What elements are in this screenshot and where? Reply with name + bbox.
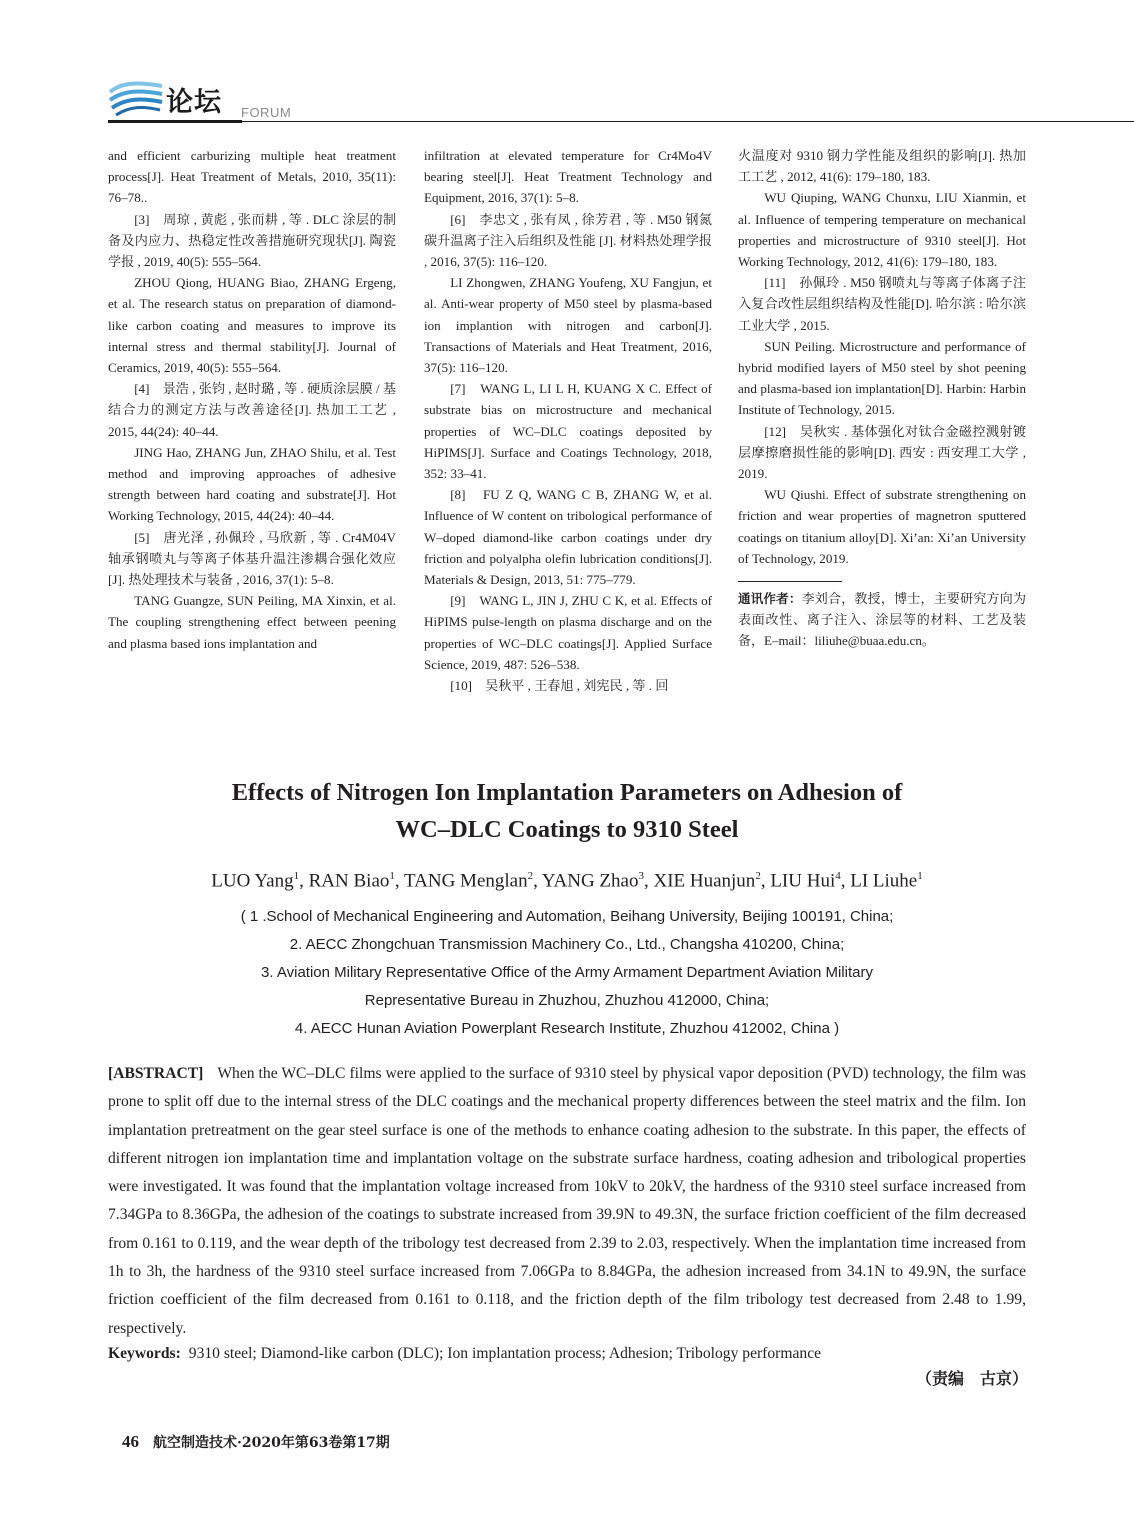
affiliation-list: [0, 903, 1134, 1043]
reference-paragraph: SUN Peiling. Microstructure and performance of hybrid modified layers of M50 steel by shot peening and plasma-based ion implantation[D]. Harbin: Harbin Institute of Technology, 2015.: [738, 338, 1026, 418]
affiliation-line: ( 1 .School of Mechanical Engineering and Automation, Beihang University, Beijing 100191, China;: [240, 908, 894, 925]
english-title: [0, 774, 1134, 848]
affiliation-line: Representative Bureau in Zhuzhou, Zhuzhou 412000, China;: [364, 992, 770, 1009]
section-logo-text: 论坛: [166, 87, 222, 118]
reference-paragraph: [11] 孙佩玲 . M50 钢喷丸与等离子体离子注入复合改性层组织结构及性能[D]. 哈尔滨 : 哈尔滨工业大学 , 2015.: [738, 275, 1026, 333]
journal-logo-icon: [108, 80, 164, 118]
reference-paragraph: [4] 景浩 , 张钧 , 赵时璐 , 等 . 硬质涂层膜 / 基结合力的测定方法与改善途径[J]. 热加工工艺 , 2015, 44(24): 40–44.: [108, 381, 396, 439]
correspondence-note: [738, 588, 1026, 652]
affiliation-line: 3. Aviation Military Representative Office of the Army Armament Department Aviation Military: [261, 964, 873, 981]
reference-column-2: [424, 145, 712, 696]
author-name: XIE Huanjun: [653, 870, 756, 892]
reference-paragraph: [9] WANG L, JIN J, ZHU C K, et al. Effects of HiPIMS pulse-length on plasma discharge and on the properties of WC–DLC coatings[J]. Applied Surface Science, 2019, 487: 526–538.: [424, 593, 712, 672]
abstract-text: When the WC–DLC films were applied to the surface of 9310 steel by physical vapor deposition (PVD) technology, the film was prone to split off due to the internal stress of the DLC coatings and the mechanical property differences between the steel matrix and the film. Ion implantation pretreatment on the gear steel surface is one of the methods to enhance coating adhesion to the substrate. In this paper, the effects of different nitrogen ion implantation time and implantation voltage on the substrate surface hardness, coating adhesion and tribological properties were investigated. It was found that the implantation voltage increased from 10kV to 20kV, the hardness of the 9310 steel surface increased from 7.34GPa to 8.36GPa, the adhesion of the coatings to substrate increased from 39.9N to 49.3N, the surface friction coefficient of the film decreased from 0.161 to 0.119, and the wear depth of the tribology test decreased from 2.39 to 2.03, respectively. When the implantation time increased from 1h to 3h, the hardness of the 9310 steel surface increased from 7.06GPa to 8.84GPa, the adhesion increased from 34.1N to 49.9N, the surface friction coefficient of the film decreased from 0.161 to 0.118, and the friction depth of the film tribology test decreased from 2.48 to 1.99, respectively.: [108, 1065, 1026, 1337]
author-name: RAN Biao: [308, 870, 390, 892]
author-affiliation-mark: 3: [638, 870, 644, 882]
editor-note: （责编 古京）: [915, 1369, 1028, 1388]
author-name: TANG Menglan: [404, 870, 528, 892]
affiliation-line: 4. AECC Hunan Aviation Powerplant Research Institute, Zhuzhou 412002, China ): [294, 1020, 840, 1037]
author-affiliation-mark: 1: [293, 870, 300, 882]
author-affiliation-mark: 1: [917, 870, 923, 882]
page-number: 46: [122, 1432, 139, 1451]
author-name: YANG Zhao: [541, 870, 639, 892]
reference-column-3: [738, 145, 1026, 652]
keywords-label: Keywords:: [108, 1345, 181, 1362]
abstract-label: [ABSTRACT]: [108, 1065, 204, 1082]
reference-paragraph: [3] 周琼 , 黄彪 , 张而耕 , 等 . DLC 涂层的制备及内应力、热稳定性改善措施研究现状[J]. 陶瓷学报 , 2019, 40(5): 555–564.: [108, 211, 396, 270]
page-footer: [122, 1432, 390, 1452]
reference-paragraph: LI Zhongwen, ZHANG Youfeng, XU Fangjun, et al. Anti-wear property of M50 steel by plasma-based ion implantion with nitrogen and carbon[J]. Transactions of Materials and Heat Treatment, 2016, 37(5): 116–120.: [424, 275, 712, 376]
header-rule-thick: [108, 120, 242, 123]
author-affiliation-mark: 1: [389, 870, 395, 882]
section-name: FORUM: [241, 105, 292, 120]
keywords: [108, 1340, 1026, 1368]
reference-paragraph: JING Hao, ZHANG Jun, ZHAO Shilu, et al. Test method and improving approaches of adhesive strength between hard coating and substrate[J]. Hot Working Technology, 2015, 44(24): 40–44.: [108, 444, 396, 524]
reference-paragraph: infiltration at elevated temperature for Cr4Mo4V bearing steel[J]. Heat Treatment Technology and Equipment, 2016, 37(1): 5–8.: [424, 148, 712, 206]
author-name: LIU Hui: [770, 870, 836, 892]
reference-paragraph: 火温度对 9310 钢力学性能及组织的影响[J]. 热加工工艺 , 2012, 41(6): 179–180, 183.: [738, 148, 1026, 185]
affiliation-line: 2. AECC Zhongchuan Transmission Machinery Co., Ltd., Changsha 410200, China;: [289, 936, 845, 953]
abstract: [108, 1060, 1026, 1343]
reference-paragraph: [12] 吴秋实 . 基体强化对钛合金磁控溅射镀层摩擦磨损性能的影响[D]. 西安 : 西安理工大学 , 2019.: [738, 423, 1026, 482]
note-divider: [738, 581, 842, 582]
reference-column-1: [108, 145, 396, 654]
header-rule-thin: [242, 121, 1134, 122]
page-header: [108, 78, 1134, 128]
reference-paragraph: [8] FU Z Q, WANG C B, ZHANG W, et al. Influence of W content on tribological performance of W–doped diamond-like carbon coatings under dry friction and polyalpha olefin lubrication conditions[J]. Materials & Design, 2013, 51: 775–779.: [424, 487, 712, 588]
reference-paragraph: and efficient carburizing multiple heat treatment process[J]. Heat Treatment of Metals, 2010, 35(11): 76–78..: [108, 148, 396, 206]
reference-paragraph: TANG Guangze, SUN Peiling, MA Xinxin, et al. The coupling strengthening effect between peening and plasma based ions implantation and: [108, 593, 396, 651]
author-name: LI Liuhe: [850, 870, 918, 892]
reference-paragraph: ZHOU Qiong, HUANG Biao, ZHANG Ergeng, et al. The research status on preparation of diamond-like carbon coating and measures to improve its internal stress and thermal stability[J]. Journal of Ceramics, 2019, 40(5): 555–564.: [108, 275, 396, 376]
title-line-1: Effects of Nitrogen Ion Implantation Parameters on Adhesion of: [231, 779, 903, 806]
reference-paragraph: [7] WANG L, LI L H, KUANG X C. Effect of substrate bias on microstructure and mechanical properties of WC–DLC coatings deposited by HiPIMS[J]. Surface and Coatings Technology, 2018, 352: 33–41.: [424, 381, 712, 482]
journal-issue: 航空制造技术·2020年第63卷第17期: [153, 1435, 390, 1451]
title-line-2: WC–DLC Coatings to 9310 Steel: [395, 816, 739, 843]
reference-paragraph: [6] 李忠文 , 张有凤 , 徐芳君 , 等 . M50 钢氮碳升温离子注入后组织及性能 [J]. 材料热处理学报 , 2016, 37(5): 116–120.: [424, 211, 712, 270]
correspondence-label: 通讯作者：: [738, 591, 802, 607]
keywords-text: 9310 steel; Diamond-like carbon (DLC); Ion implantation process; Adhesion; Tribology performance: [188, 1345, 822, 1362]
author-affiliation-mark: 4: [835, 870, 841, 882]
reference-paragraph: [10] 吴秋平 , 王春旭 , 刘宪民 , 等 . 回: [450, 678, 669, 694]
author-name: LUO Yang: [211, 870, 294, 892]
author-list: LUO Yang$^1$, RAN Biao$^1$, TANG Menglan$^2$, YANG Zhao$^3$, XIE Huanjun$^2$, LIU Hui$^4$, LI Liuhe$^1$: [211, 870, 923, 892]
reference-paragraph: WU Qiushi. Effect of substrate strengthening on friction and wear properties of magnetron sputtered coatings on titanium alloy[D]. Xi’an: Xi’an University of Technology, 2019.: [738, 487, 1026, 566]
correspondence-text: 李刘合，教授，博士，主要研究方向为表面改性、离子注入、涂层等的材料、工艺及装备，E–mail：liliuhe@buaa.edu.cn。: [738, 591, 1026, 649]
reference-paragraph: [5] 唐光泽 , 孙佩玲 , 马欣新 , 等 . Cr4M04V 轴承钢喷丸与等离子体基升温注渗耦合强化效应[J]. 热处理技术与装备 , 2016, 37(1): 5–8.: [108, 529, 396, 588]
reference-paragraph: WU Qiuping, WANG Chunxu, LIU Xianmin, et al. Influence of tempering temperature on mechanical properties and microstructure of 9310 steel[J]. Hot Working Technology, 2012, 41(6): 179–180, 183.: [738, 190, 1026, 270]
author-affiliation-mark: 2: [527, 870, 534, 882]
author-affiliation-mark: 2: [755, 870, 761, 882]
